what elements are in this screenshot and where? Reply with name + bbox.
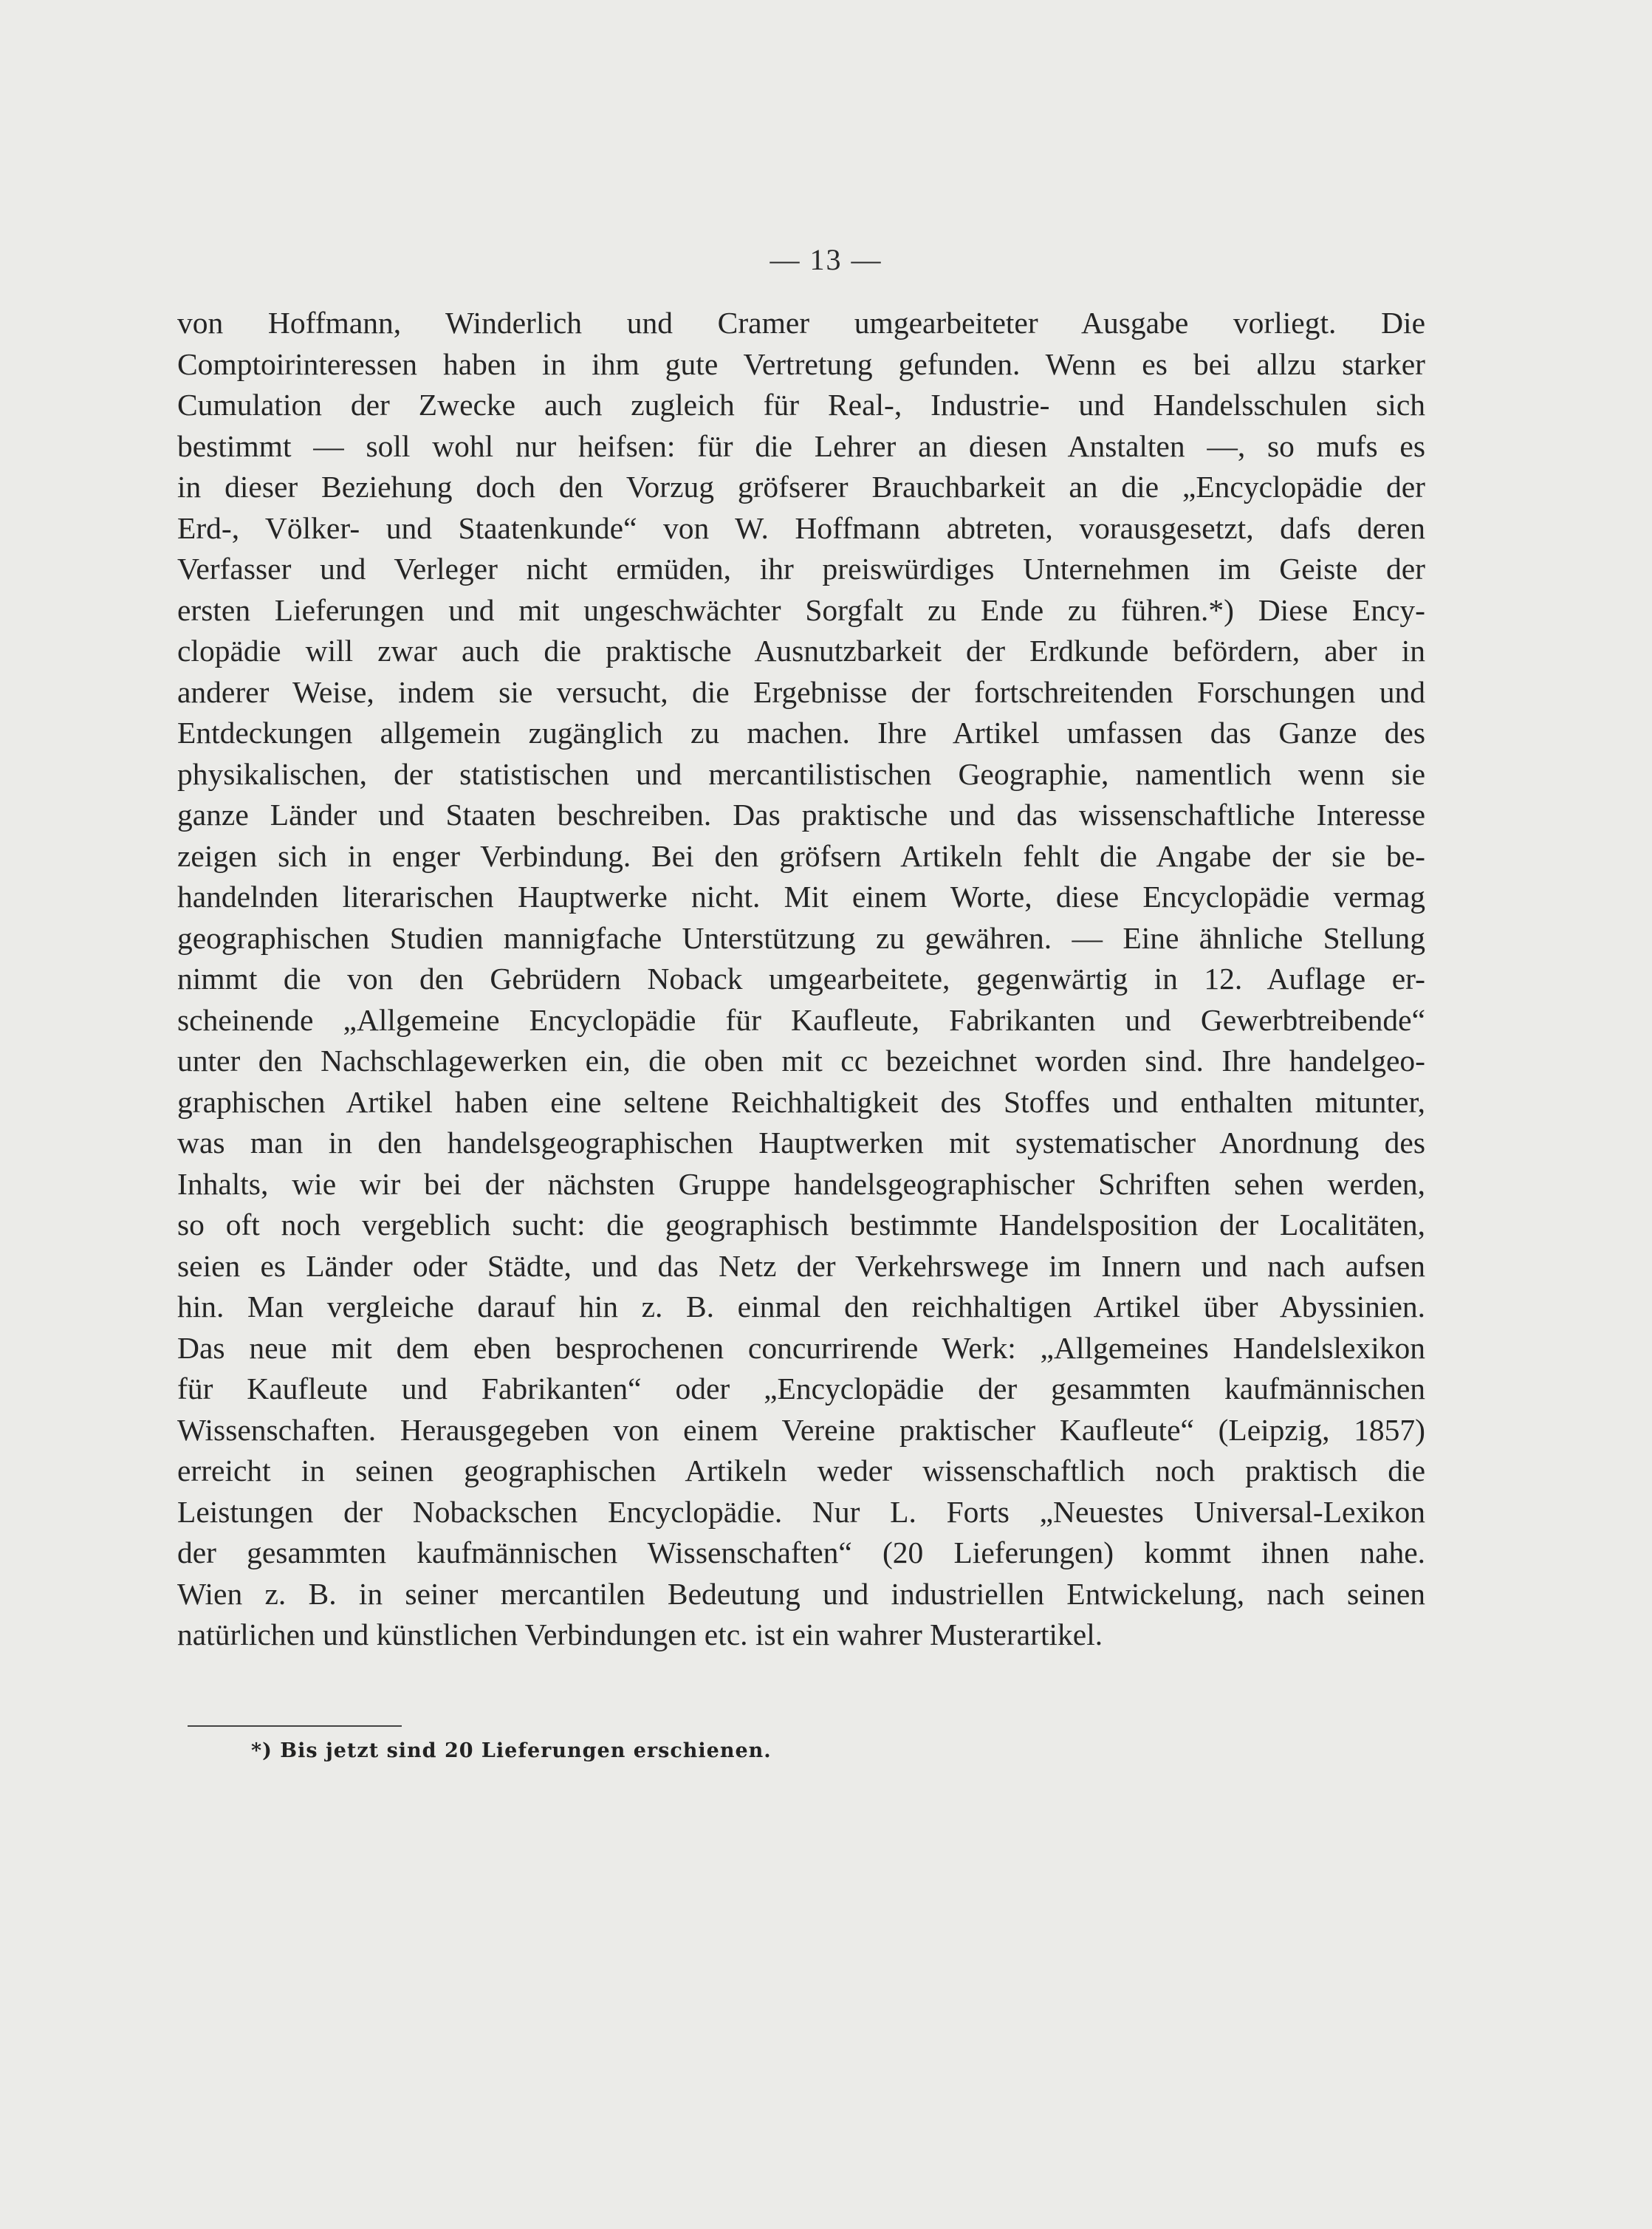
text-line: physikalischen, der statistischen und mercantilistischen Geographie, namentlich wenn sie [177, 756, 1425, 791]
body-text [177, 303, 1425, 1656]
text-line: Leistungen der Nobackschen Encyclopädie. Nur L. Forts „Neuestes Universal-Lexikon [177, 1494, 1425, 1529]
text-line: Erd-, Völker- und Staatenkunde“ von W. Hoffmann abtreten, vorausgesetzt, dafs deren [177, 510, 1425, 545]
text-line: handelnden literarischen Hauptwerke nicht. Mit einem Worte, diese Encyclopädie vermag [177, 880, 1425, 914]
text-line: bestimmt — soll wohl nur heifsen: für die Lehrer an diesen Anstalten —, so mufs es [177, 428, 1425, 463]
text-line: Verfasser und Verleger nicht ermüden, ihr preiswürdiges Unternehmen im Geiste der [177, 552, 1425, 586]
text-line: was man in den handelsgeographischen Hauptwerken mit systematischer Anordnung des [177, 1126, 1425, 1160]
text-line: graphischen Artikel haben eine seltene Reichhaltigkeit des Stoffes und enthalten mitunter, [177, 1084, 1425, 1119]
text-line: Cumulation der Zwecke auch zugleich für Real-, Industrie- und Handelsschulen sich [177, 388, 1425, 422]
text-line: für Kaufleute und Fabrikanten“ oder „Encyclopädie der gesammten kaufmännischen [177, 1372, 1425, 1405]
text-line: ganze Länder und Staaten beschreiben. Das praktische und das wissenschaftliche Interesse [177, 798, 1425, 832]
text-line: scheinende „Allgemeine Encyclopädie für Kaufleute, Fabrikanten und Gewerbtreibende“ [177, 1002, 1425, 1037]
text-line: ersten Lieferungen und mit ungeschwächter Sorgfalt zu Ende zu führen.*) Diese Ency- [177, 592, 1425, 627]
text-line: nimmt die von den Gebrüdern Noback umgearbeitete, gegenwärtig in 12. Auflage er- [177, 962, 1425, 996]
text-line: Inhalts, wie wir bei der nächsten Gruppe handelsgeographischer Schriften sehen werden, [177, 1166, 1425, 1201]
text-line: unter den Nachschlagewerken ein, die oben mit cc bezeichnet worden sind. Ihre handelgeo- [177, 1044, 1425, 1078]
page-number: — 13 — [770, 243, 882, 276]
text-line: Das neue mit dem eben besprochenen concurrirende Werk: „Allgemeines Handelslexikon [177, 1330, 1425, 1365]
text-line: Comptoirinteressen haben in ihm gute Vertretung gefunden. Wenn es bei allzu starker [177, 346, 1425, 381]
text-line: clopädie will zwar auch die praktische Ausnutzbarkeit der Erdkunde befördern, aber in [177, 634, 1425, 668]
text-line: hin. Man vergleiche darauf hin z. B. einmal den reichhaltigen Artikel über Abyssinien. [177, 1290, 1425, 1324]
text-line: Entdeckungen allgemein zugänglich zu machen. Ihre Artikel umfassen das Ganze des [177, 716, 1425, 750]
text-line: seien es Länder oder Städte, und das Netz der Verkehrswege im Innern und nach aufsen [177, 1248, 1425, 1283]
text-line: der gesammten kaufmännischen Wissenschaften“ (20 Lieferungen) kommt ihnen nahe. [177, 1535, 1425, 1569]
text-line: Wien z. B. in seiner mercantilen Bedeutung und industriellen Entwickelung, nach seinen [177, 1576, 1425, 1611]
text-line: natürlichen und künstlichen Verbindungen etc. ist ein wahrer Musterartikel. [177, 1617, 1103, 1651]
footnote-rule [188, 1725, 402, 1727]
text-line: von Hoffmann, Winderlich und Cramer umgearbeiteter Ausgabe vorliegt. Die [177, 306, 1425, 340]
text-line: Wissenschaften. Herausgegeben von einem Vereine praktischer Kaufleute“ (Leipzig, 1857) [177, 1412, 1425, 1447]
text-line: in dieser Beziehung doch den Vorzug gröfserer Brauchbarkeit an die „Encyclopädie der [177, 470, 1425, 504]
text-line: so oft noch vergeblich sucht: die geographisch bestimmte Handelsposition der Localitäten, [177, 1208, 1425, 1242]
text-line: zeigen sich in enger Verbindung. Bei den gröfsern Artikeln fehlt die Angabe der sie be- [177, 838, 1425, 873]
text-line: anderer Weise, indem sie versucht, die Ergebnisse der fortschreitenden Forschungen und [177, 674, 1425, 709]
text-line: erreicht in seinen geographischen Artikeln weder wissenschaftlich noch praktisch die [177, 1454, 1425, 1487]
text-line: geographischen Studien mannigfache Unterstützung zu gewähren. — Eine ähnliche Stellung [177, 920, 1425, 955]
footnote: *) Bis jetzt sind 20 Lieferungen erschienen. [251, 1739, 772, 1762]
